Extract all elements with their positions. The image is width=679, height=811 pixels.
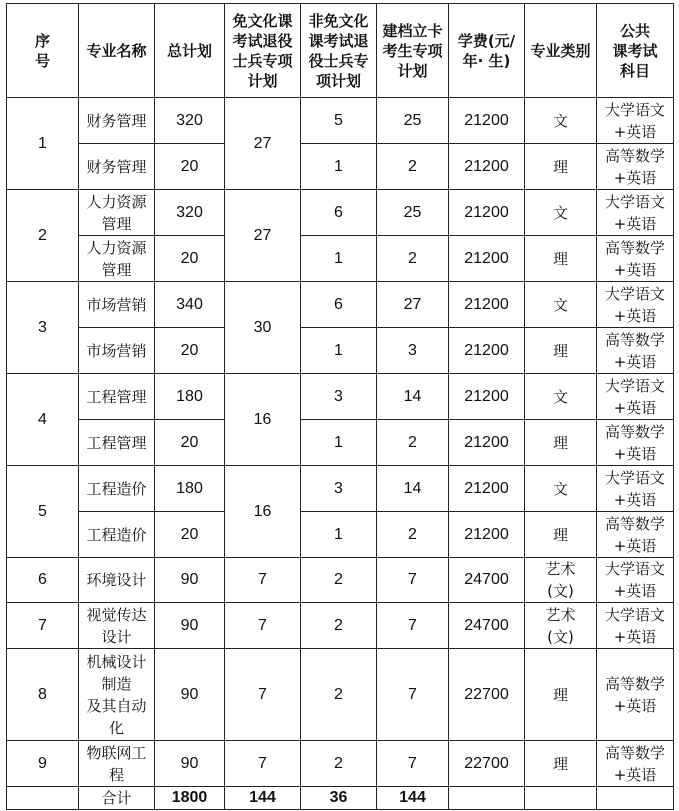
row-major: 工程管理 [79, 420, 155, 466]
row-category: 艺术 (文) [525, 558, 597, 603]
row-tuition: 21200 [449, 144, 525, 190]
row-major: 工程造价 [79, 466, 155, 512]
row-tuition: 21200 [449, 190, 525, 236]
row-tuition: 21200 [449, 374, 525, 420]
row-nonexempt: 2 [301, 649, 377, 741]
header-exempt: 免文化课 考试退役 士兵专项 计划 [225, 4, 301, 98]
row-seq: 4 [7, 374, 79, 466]
header-seq: 序 号 [7, 4, 79, 98]
row-tuition: 21200 [449, 420, 525, 466]
row-total: 340 [155, 282, 225, 328]
row-tuition: 21200 [449, 328, 525, 374]
row-exam: 大学语文 +英语 [597, 190, 674, 236]
row-poverty: 27 [377, 282, 449, 328]
row-exam: 大学语文 +英语 [597, 466, 674, 512]
row-major: 视觉传达 设计 [79, 603, 155, 649]
header-exam: 公共 课考试 科目 [597, 4, 674, 98]
total-row [7, 787, 674, 810]
row-exempt: 27 [225, 190, 301, 282]
row-exempt: 7 [225, 741, 301, 787]
row-total: 20 [155, 328, 225, 374]
row-poverty: 2 [377, 420, 449, 466]
table-row [7, 603, 674, 649]
row-seq: 1 [7, 98, 79, 190]
row-major: 环境设计 [79, 558, 155, 603]
row-poverty: 25 [377, 190, 449, 236]
total-category-empty [525, 787, 597, 810]
row-nonexempt: 3 [301, 374, 377, 420]
row-exempt: 7 [225, 649, 301, 741]
row-nonexempt: 1 [301, 420, 377, 466]
row-total: 20 [155, 512, 225, 558]
row-major: 工程管理 [79, 374, 155, 420]
row-tuition: 21200 [449, 236, 525, 282]
row-tuition: 22700 [449, 649, 525, 741]
row-exempt: 30 [225, 282, 301, 374]
total-label: 合计 [79, 787, 155, 810]
row-seq: 9 [7, 741, 79, 787]
row-poverty: 3 [377, 328, 449, 374]
row-major: 市场营销 [79, 328, 155, 374]
row-major: 工程造价 [79, 512, 155, 558]
row-total: 320 [155, 98, 225, 144]
row-exam: 高等数学 +英语 [597, 649, 674, 741]
row-nonexempt: 1 [301, 512, 377, 558]
row-exempt: 7 [225, 558, 301, 603]
total-spacer [7, 787, 79, 810]
row-category: 理 [525, 420, 597, 466]
header-nonexempt: 非免文化 课考试退 役士兵专 项计划 [301, 4, 377, 98]
row-tuition: 22700 [449, 741, 525, 787]
table-row [7, 282, 674, 328]
header-category: 专业类别 [525, 4, 597, 98]
row-major: 物联网工 程 [79, 741, 155, 787]
header-row [7, 4, 674, 98]
row-nonexempt: 6 [301, 282, 377, 328]
total-poverty: 144 [377, 787, 449, 810]
table-row [7, 328, 674, 374]
row-tuition: 21200 [449, 466, 525, 512]
row-category: 文 [525, 98, 597, 144]
row-nonexempt: 5 [301, 98, 377, 144]
table-row [7, 558, 674, 603]
table-row [7, 420, 674, 466]
row-nonexempt: 1 [301, 144, 377, 190]
total-tuition-empty [449, 787, 525, 810]
row-total: 180 [155, 466, 225, 512]
row-nonexempt: 1 [301, 236, 377, 282]
row-exempt: 7 [225, 603, 301, 649]
row-total: 90 [155, 603, 225, 649]
row-tuition: 21200 [449, 512, 525, 558]
row-total: 20 [155, 236, 225, 282]
row-exam: 大学语文 +英语 [597, 558, 674, 603]
row-tuition: 21200 [449, 98, 525, 144]
row-nonexempt: 2 [301, 603, 377, 649]
row-nonexempt: 2 [301, 741, 377, 787]
row-nonexempt: 1 [301, 328, 377, 374]
row-tuition: 24700 [449, 558, 525, 603]
table-row [7, 236, 674, 282]
row-seq: 2 [7, 190, 79, 282]
row-category: 文 [525, 282, 597, 328]
table-row [7, 741, 674, 787]
header-poverty: 建档立卡 考生专项 计划 [377, 4, 449, 98]
table-row [7, 649, 674, 741]
row-exam: 高等数学 +英语 [597, 236, 674, 282]
total-exam-empty [597, 787, 674, 810]
row-category: 文 [525, 466, 597, 512]
row-total: 20 [155, 144, 225, 190]
row-exam: 高等数学 +英语 [597, 328, 674, 374]
table-row [7, 144, 674, 190]
row-seq: 3 [7, 282, 79, 374]
row-total: 180 [155, 374, 225, 420]
row-major: 财务管理 [79, 144, 155, 190]
total-exempt: 144 [225, 787, 301, 810]
row-poverty: 7 [377, 558, 449, 603]
row-poverty: 2 [377, 236, 449, 282]
row-poverty: 14 [377, 374, 449, 420]
table-row [7, 512, 674, 558]
row-category: 理 [525, 649, 597, 741]
row-category: 理 [525, 328, 597, 374]
row-seq: 6 [7, 558, 79, 603]
row-exam: 高等数学 +英语 [597, 741, 674, 787]
row-nonexempt: 2 [301, 558, 377, 603]
row-poverty: 7 [377, 603, 449, 649]
row-category: 理 [525, 741, 597, 787]
total-nonexempt: 36 [301, 787, 377, 810]
table-row [7, 98, 674, 144]
row-seq: 7 [7, 603, 79, 649]
header-tuition: 学费(元/ 年· 生) [449, 4, 525, 98]
row-poverty: 2 [377, 144, 449, 190]
row-category: 理 [525, 512, 597, 558]
row-major: 人力资源 管理 [79, 236, 155, 282]
row-total: 320 [155, 190, 225, 236]
total-plan: 1800 [155, 787, 225, 810]
row-exempt: 16 [225, 374, 301, 466]
enrollment-plan-table-wrapper [6, 3, 674, 810]
table-row [7, 374, 674, 420]
header-major: 专业名称 [79, 4, 155, 98]
row-exam: 大学语文 +英语 [597, 603, 674, 649]
enrollment-plan-table [6, 3, 674, 810]
row-tuition: 21200 [449, 282, 525, 328]
row-major: 人力资源 管理 [79, 190, 155, 236]
row-tuition: 24700 [449, 603, 525, 649]
row-exam: 高等数学 +英语 [597, 512, 674, 558]
row-exam: 高等数学 +英语 [597, 144, 674, 190]
row-poverty: 7 [377, 649, 449, 741]
row-major: 财务管理 [79, 98, 155, 144]
row-poverty: 7 [377, 741, 449, 787]
row-poverty: 2 [377, 512, 449, 558]
row-total: 90 [155, 558, 225, 603]
row-total: 90 [155, 649, 225, 741]
row-major: 市场营销 [79, 282, 155, 328]
table-row [7, 466, 674, 512]
row-category: 文 [525, 190, 597, 236]
row-exam: 大学语文 +英语 [597, 98, 674, 144]
row-nonexempt: 3 [301, 466, 377, 512]
row-exam: 大学语文 +英语 [597, 282, 674, 328]
row-exempt: 16 [225, 466, 301, 558]
row-category: 文 [525, 374, 597, 420]
row-category: 理 [525, 236, 597, 282]
row-major: 机械设计 制造 及其自动 化 [79, 649, 155, 741]
row-exam: 大学语文 +英语 [597, 374, 674, 420]
row-category: 艺术 (文) [525, 603, 597, 649]
row-poverty: 25 [377, 98, 449, 144]
row-poverty: 14 [377, 466, 449, 512]
table-body [7, 98, 674, 787]
row-exam: 高等数学 +英语 [597, 420, 674, 466]
row-category: 理 [525, 144, 597, 190]
row-seq: 8 [7, 649, 79, 741]
row-exempt: 27 [225, 98, 301, 190]
row-total: 20 [155, 420, 225, 466]
row-seq: 5 [7, 466, 79, 558]
table-row [7, 190, 674, 236]
row-nonexempt: 6 [301, 190, 377, 236]
header-total: 总计划 [155, 4, 225, 98]
row-total: 90 [155, 741, 225, 787]
